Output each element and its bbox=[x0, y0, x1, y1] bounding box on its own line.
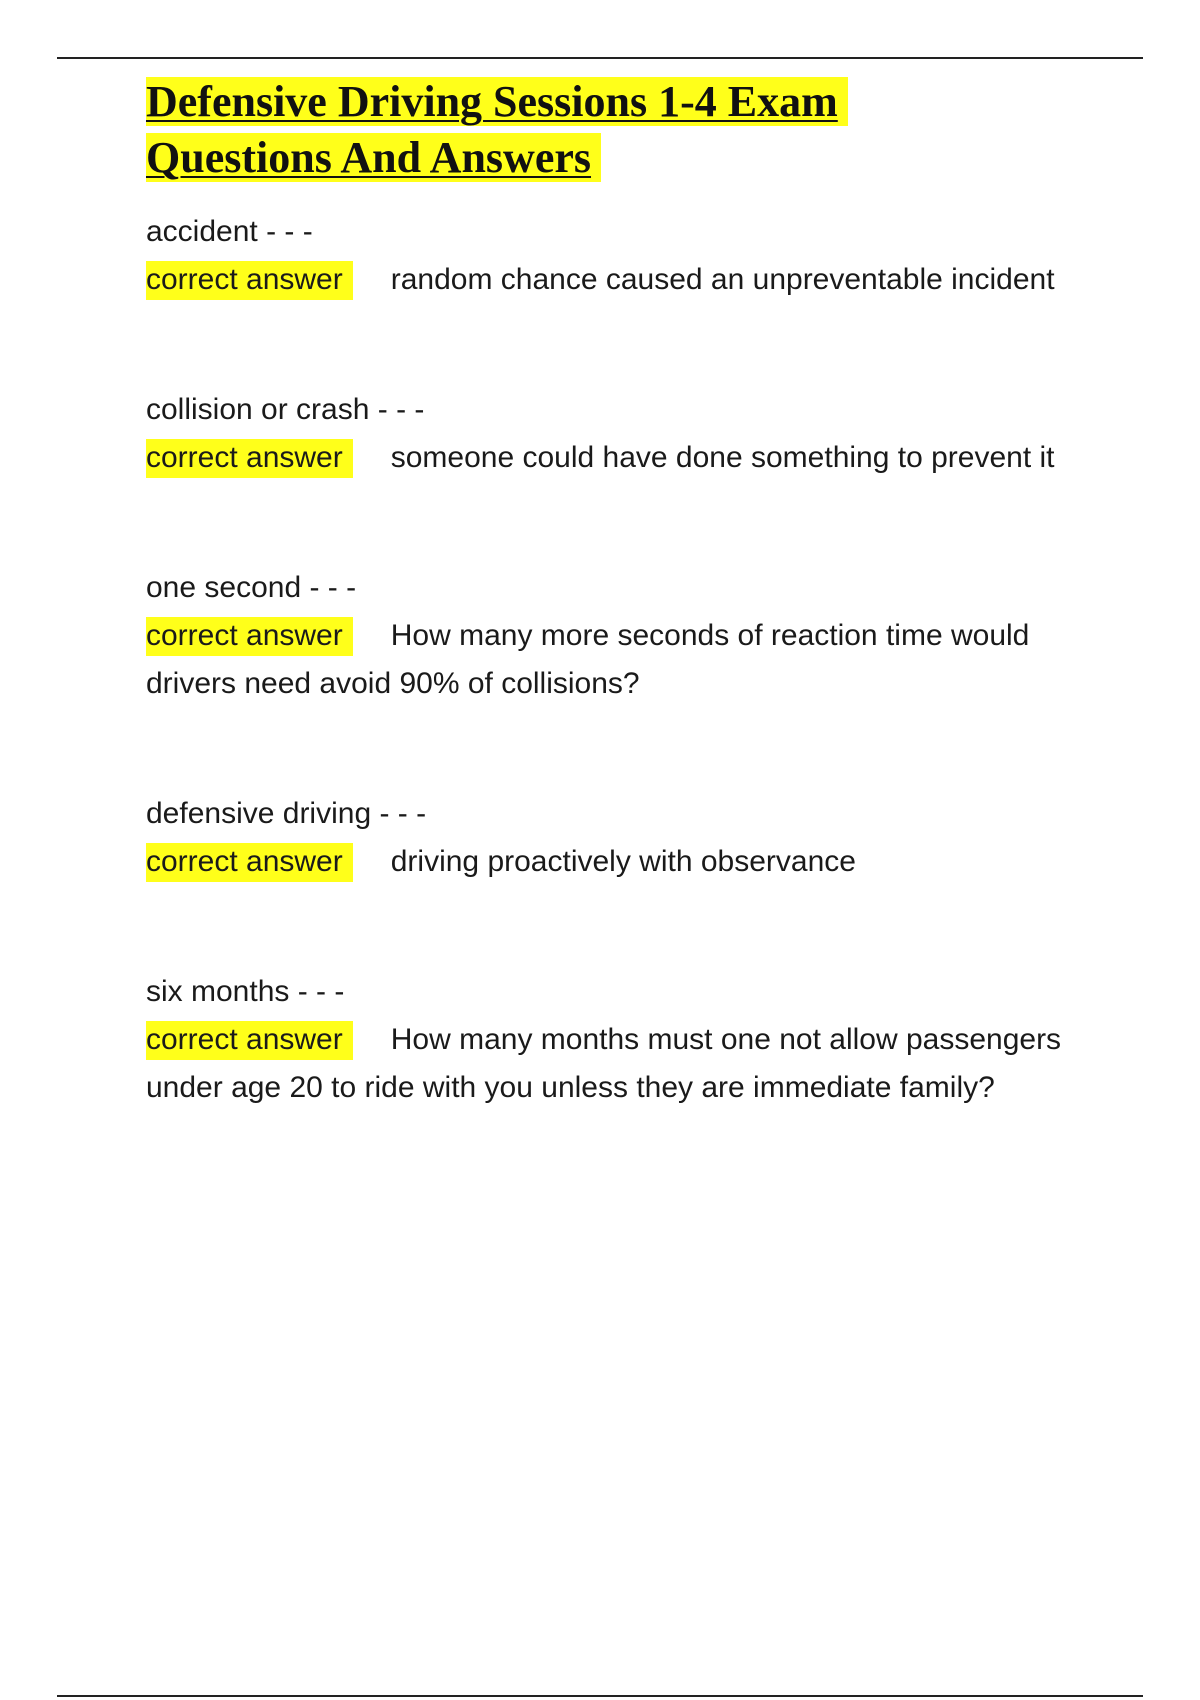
correct-answer-tag: correct answer bbox=[146, 439, 353, 478]
qa-term: one second - - - bbox=[146, 571, 357, 604]
qa-answer-line bbox=[146, 256, 1086, 304]
qa-answer: driving proactively with observance bbox=[390, 845, 856, 878]
title-line-2: Questions And Answers bbox=[146, 130, 1086, 186]
qa-answer-line bbox=[146, 612, 1086, 708]
title-line-1: Defensive Driving Sessions 1-4 Exam bbox=[146, 74, 1086, 130]
qa-term: defensive driving - - - bbox=[146, 797, 427, 830]
document-body bbox=[146, 70, 1086, 1112]
qa-answer: someone could have done something to prevent it bbox=[390, 441, 1055, 474]
correct-answer-tag: correct answer bbox=[146, 843, 353, 882]
bottom-rule bbox=[57, 1695, 1143, 1697]
document-title bbox=[146, 70, 1086, 186]
correct-answer-tag: correct answer bbox=[146, 617, 353, 656]
qa-item-six-months bbox=[146, 968, 1086, 1112]
qa-answer: random chance caused an unpreventable incident bbox=[390, 263, 1055, 296]
correct-answer-tag: correct answer bbox=[146, 1021, 353, 1060]
qa-item-one-second bbox=[146, 564, 1086, 708]
qa-answer-line bbox=[146, 838, 1086, 886]
qa-term: accident - - - bbox=[146, 215, 313, 248]
qa-answer: How many more seconds of reaction time would drivers need avoid 90% of collisions? bbox=[146, 619, 1030, 700]
qa-item-accident bbox=[146, 208, 1086, 304]
top-rule bbox=[57, 57, 1143, 59]
qa-term: six months - - - bbox=[146, 975, 345, 1008]
qa-item-collision-or-crash bbox=[146, 386, 1086, 482]
qa-term: collision or crash - - - bbox=[146, 393, 425, 426]
qa-answer: How many months must one not allow passengers under age 20 to ride with you unless they are immediate family? bbox=[146, 1023, 1062, 1104]
qa-item-defensive-driving bbox=[146, 790, 1086, 886]
qa-answer-line bbox=[146, 1016, 1086, 1112]
qa-answer-line bbox=[146, 434, 1086, 482]
correct-answer-tag: correct answer bbox=[146, 261, 353, 300]
